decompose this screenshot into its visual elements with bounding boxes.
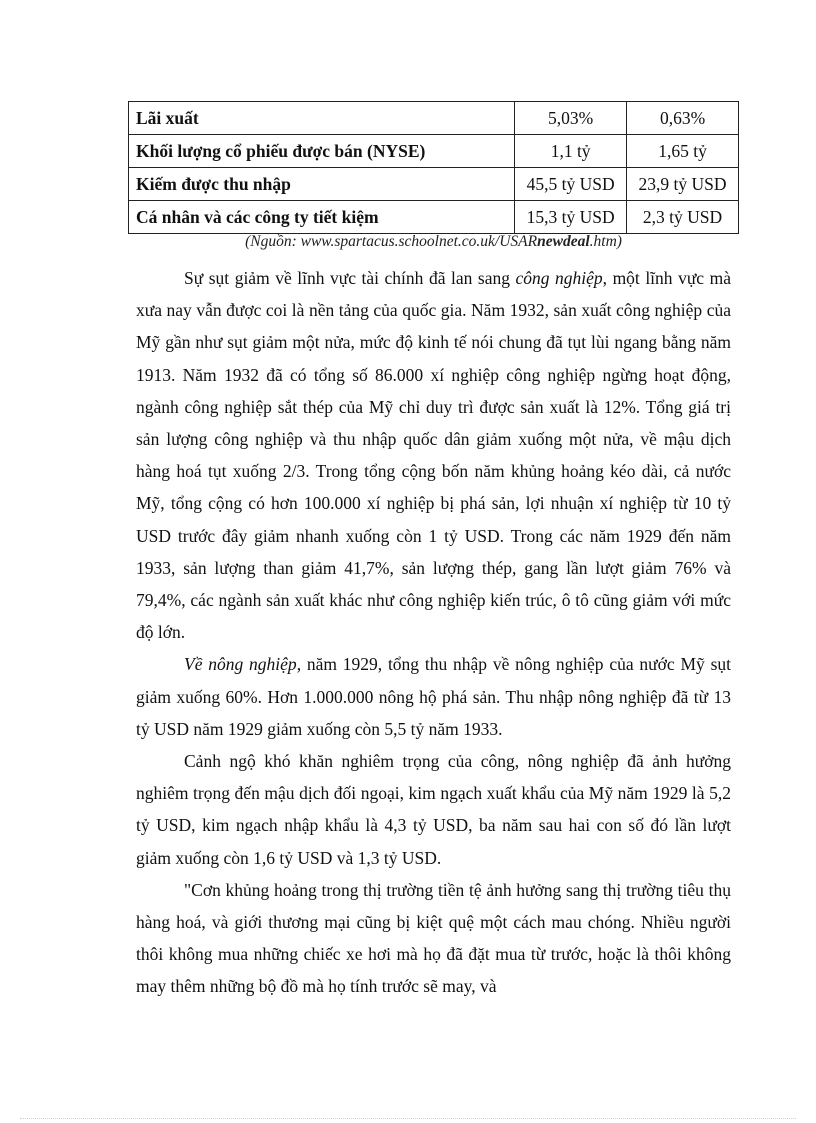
value-1932: 0,63% (627, 102, 739, 135)
source-prefix: (Nguồn: www.spartacus.schoolnet.co.uk/USAR (245, 233, 538, 250)
page-bottom-divider (20, 1118, 796, 1119)
table-row (129, 201, 739, 234)
table-row (129, 168, 739, 201)
paragraph-text: , năm 1929, tổng thu nhập về nông nghiệp của nước Mỹ sụt giảm xuống 60%. Hơn 1.000.000 nông hộ phá sản. Thu nhập nông nghiệp đã từ 13 tỷ USD năm 1929 giảm xuống còn 5,5 tỷ năm 1933. (136, 654, 732, 739)
paragraph-trade: Cảnh ngộ khó khăn nghiêm trọng của công, nông nghiệp đã ảnh hưởng nghiêm trọng đến mậu dịch đối ngoại, kim ngạch xuất khẩu của Mỹ năm 1929 là 5,2 tỷ USD, kim ngạch nhập khẩu là 4,3 tỷ USD, ba năm sau hai con số đó lần lượt giảm xuống còn 1,6 tỷ USD và 1,3 tỷ USD. (136, 751, 731, 868)
source-bold: newdeal (537, 233, 590, 250)
emphasis-industry: công nghiệp (515, 268, 603, 288)
paragraph-agriculture (136, 648, 731, 745)
value-1929: 5,03% (515, 102, 627, 135)
table-row (129, 135, 739, 168)
value-1929: 45,5 tỷ USD (515, 168, 627, 201)
value-1932: 2,3 tỷ USD (627, 201, 739, 234)
body-text (136, 262, 731, 1003)
row-label: Lãi xuất (129, 102, 515, 135)
value-1932: 1,65 tỷ (627, 135, 739, 168)
paragraph-text: , một lĩnh vực mà xưa nay vẫn được coi là nền tảng của quốc gia. Năm 1932, sản xuất công nghiệp của Mỹ gần như sụt giảm một nửa, mức độ kinh tế nói chung đã tụt lùi ngang bằng năm 1913. Năm 1932 đã có tổng số 86.000 xí nghiệp công nghiệp ngừng hoạt động, ngành công nghiệp sắt thép của Mỹ chỉ duy trì được sản xuất là 12%. Tổng giá trị sản lượng công nghiệp và thu nhập quốc dân giảm xuống một nửa, về mậu dịch hàng hoá tụt xuống 2/3. Trong tổng cộng bốn năm khủng hoảng kéo dài, cả nước Mỹ, tổng cộng có hơn 100.000 xí nghiệp bị phá sản, lợi nhuận xí nghiệp từ 10 tỷ USD trước đây giảm nhanh xuống còn 1 tỷ USD. Trong các năm 1929 đến năm 1933, sản lượng than giảm 41,7%, sản lượng thép, gang lần lượt giảm 76% và 79,4%, các ngành sản xuất khác như công nghiệp kiến trúc, ô tô cũng giảm với mức độ lớn. (136, 268, 731, 643)
table-row (129, 102, 739, 135)
value-1929: 15,3 tỷ USD (515, 201, 627, 234)
row-label: Khối lượng cổ phiếu được bán (NYSE) (129, 135, 515, 168)
row-label: Kiếm được thu nhập (129, 168, 515, 201)
emphasis-agriculture: Về nông nghiệp (184, 654, 297, 675)
source-citation (128, 233, 739, 251)
value-1932: 23,9 tỷ USD (627, 168, 739, 201)
paragraph-text: Sự sụt giảm về lĩnh vực tài chính đã lan sang (184, 268, 516, 288)
paragraph-industry (136, 262, 731, 648)
source-suffix: .htm) (589, 233, 622, 250)
statistics-table (128, 101, 739, 234)
paragraph-quote: "Cơn khủng hoảng trong thị trường tiền tệ ảnh hưởng sang thị trường tiêu thụ hàng hoá, và giới thương mại cũng bị kiệt quệ một cách mau chóng. Nhiều người thôi không mua những chiếc xe hơi mà họ đã đặt mua từ trước, hoặc là thôi không may thêm những bộ đồ mà họ tính trước sẽ may, và (136, 879, 731, 997)
value-1929: 1,1 tỷ (515, 135, 627, 168)
row-label: Cá nhân và các công ty tiết kiệm (129, 201, 515, 234)
